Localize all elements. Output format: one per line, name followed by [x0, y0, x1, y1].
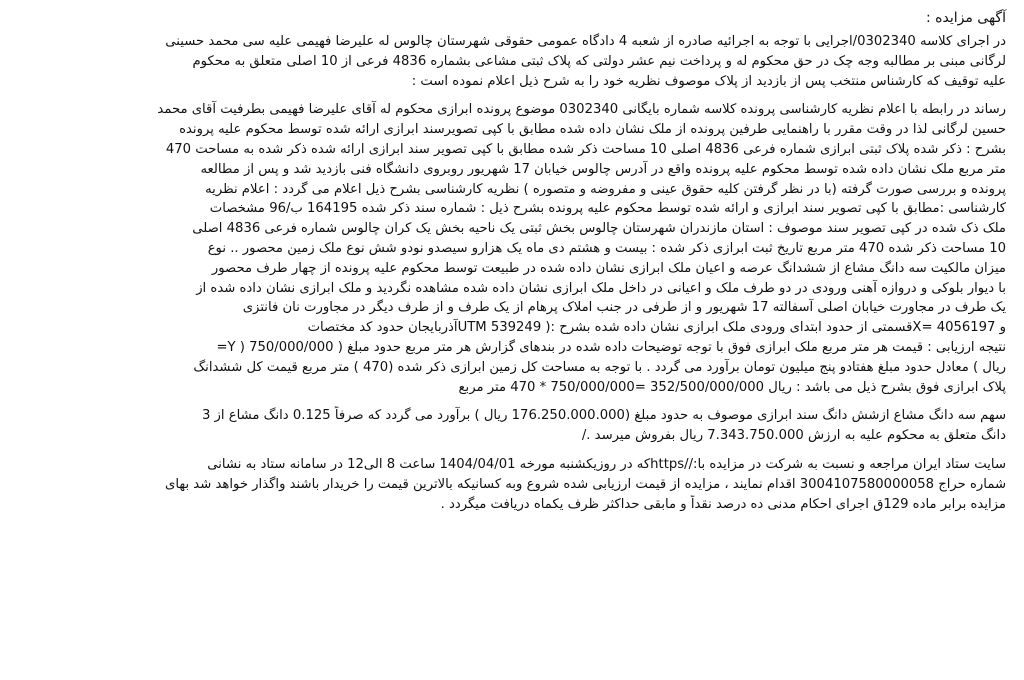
text-line: دانگ متعلق به محکوم علیه به ارزش 7.343.750.000 ریال بفروش میرسد ./ [581, 428, 1006, 444]
text-line: رساند در رابطه با اعلام نظریه کارشناسی پرونده کلاسه شماره بایگانی 0302340 موضوع پرونده ابرازی محکوم له آقای علیرضا فهیمی بطرفیت آقای محمد [157, 102, 1006, 118]
paragraph-share-value [14, 406, 1006, 446]
text-line: لرگانی مبنی بر مطالبه وجه چک در حق محکوم له و پرداخت نیم عشر دولتی که پلاک ثبتی مشاعی بشماره 4836 فرعی از 10 اصلی متعلق به محکوم [192, 53, 1006, 69]
text-line: پرونده و بررسی صورت گرفته (با در نظر گرفتن کلیه حقوق عینی و مفروضه و متصوره ) نظریه کارشناسی بشرح ذیل اعلام می گردد : اعلام نظریه [205, 181, 1006, 197]
text-line: و 4056197 =Xقسمتی از حدود ابتدای ورودی ملک ابرازی نشان داده شده بشرح :( 539249 UTMآذربایجان حدود کد مختصات [307, 320, 1006, 336]
text-line: مزایده برابر ماده 129ق اجرای احکام مدنی ده درصد نقداً و مابقی حداکثر ظرف یکماه دریافت میگردد . [440, 496, 1006, 512]
text-line: سهم سه دانگ مشاع ازشش دانگ سند ابرازی موصوف به حدود مبلغ (176.250.000.000 ریال ) برآورد می گردد که صرفاً 0.125 دانگ مشاع از 3 [201, 408, 1006, 424]
text-line: کارشناسی :مطابق با کپی تصویر سند ابرازی و ارائه شده توسط محکوم علیه پرونده بشرح ذیل : شماره سند ذکر شده 164195 ب/96 مشخصات [209, 201, 1006, 217]
text-line: شماره حراج 3004107580000058 اقدام نمایند ، مزایده از قیمت ارزیابی شده شروع وبه کسانیکه بالاترین قیمت را خریدار باشند واگذار خواهد شد بهای [165, 476, 1006, 492]
text-line: متر مربع ملک نشان داده شده توسط محکوم علیه پرونده واقع در آدرس چالوس خیابان 17 شهریور روبروی دانشگاه فنی بازدید شد و پس از مطالعه [200, 161, 1006, 177]
text-line: 10 مساحت ذکر شده 470 متر مربع تاریخ ثبت ابرازی ذکر شده : بیست و هشتم دی ماه یک هزارو سیصدو نودو شش نوع ملک زمین محصور .. نوع [207, 240, 1006, 256]
text-line: با دیوار بلوکی و دروازه آهنی ورودی در دو طرف ملک و اعیانی در داخل ملک ابرازی نشان داده شده مشاهده نگردید و ملک ابرازی نشان داده شده از [196, 280, 1006, 296]
paragraph-intro [14, 32, 1006, 91]
paragraph-expert-report [14, 100, 1006, 397]
text-line: حسین لرگانی لذا در وقت مقرر با راهنمایی طرفین پرونده از ملک نشان داده شده مطابق با کپی تصویرسند ابرازی ارائه شده توسط محکوم علیه پرونده [179, 122, 1006, 138]
text-line: سایت ستاد ایران مراجعه و نسبت به شرکت در مزایده با://httpsکه در روزیکشنبه مورخه 1404/04/01 ساعت 8 الی12 در سامانه ستاد به نشانی [207, 456, 1006, 472]
text-line: ریال ) معادل حدود مبلغ هفتادو پنج میلیون تومان برآورد می گردد . با توجه به مساحت کل زمین ابرازی ذکر شده (470 ) متر مربع قیمت کل ششدانگ [193, 359, 1006, 375]
paragraph-auction-terms [14, 455, 1006, 514]
text-line: در اجرای کلاسه 0302340/اجرایی با توجه به اجرائیه صادره از شعبه 4 دادگاه عمومی حقوقی شهرستان چالوس له علیرضا فهیمی علیه سی محمد حسینی [165, 34, 1006, 49]
text-line: بشرح : ذکر شده پلاک ثبتی ابرازی شماره فرعی 4836 اصلی 10 مساحت ذکر شده مطابق با کپی تصویر سند ابرازی ارائه شده ذکر شده به مساحت 470 [165, 141, 1006, 157]
text-line: نتیجه ارزیابی : قیمت هر متر مربع ملک ابرازی فوق با توجه توضیحات داده شده در بندهای گزارش هر متر مربع حدود مبلغ ( 750/000/000 ( Y= [216, 339, 1006, 355]
text-line: علیه توقیف که کارشناس منتخب پس از بازدید از پلاک موصوف نظریه خود را به شرح ذیل اعلام نموده است : [411, 73, 1006, 89]
notice-title: آگهی مزایده : [926, 10, 1006, 26]
text-line: یک طرف در مجاورت خیابان اصلی آسفالته 17 شهریور و از طرفی در جنب املاک پرهام از یک طرف و از طرف دیگر در مجاورت نان فانتزی [242, 300, 1006, 316]
text-line: پلاک ابرازی فوق بشرح ذیل می باشد : ریال 352/500/000/000 =750/000/000 * 470 متر مربع [458, 379, 1006, 395]
text-line: میزان مالکیت سه دانگ مشاع از ششدانگ عرصه و اعیان ملک ابرازی نشان داده شده در طبیعت توسط محکوم علیه پرونده از چهار طرف محصور [211, 260, 1006, 276]
text-line: ملک ذک شده در کپی تصویر سند موصوف : استان مازندران شهرستان چالوس بخش ثبتی یک ناحیه بخش یک کران چالوس شماره فرعی 4836 اصلی [192, 221, 1006, 237]
